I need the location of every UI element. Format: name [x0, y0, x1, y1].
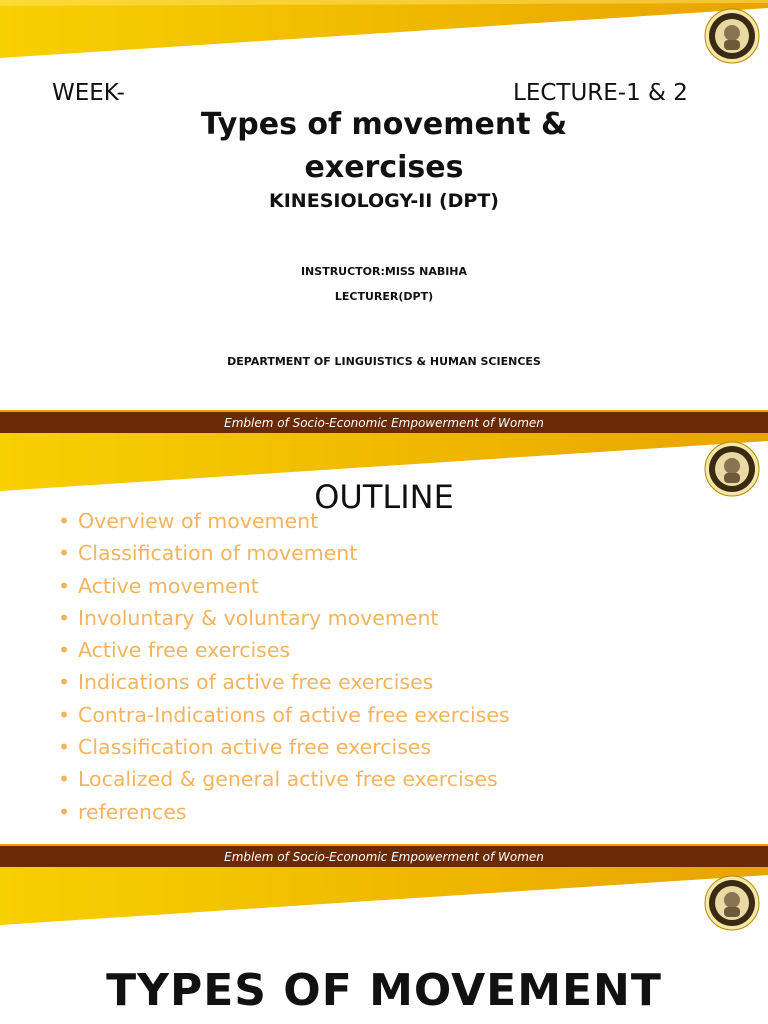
outline-heading: OUTLINE — [314, 478, 454, 516]
slide-title-line2: exercises — [304, 150, 464, 185]
course-subtitle: KINESIOLOGY-II (DPT) — [269, 190, 499, 212]
types-of-movement-heading: TYPES OF MOVEMENT — [106, 965, 662, 1016]
footer-bar — [0, 844, 768, 867]
university-seal-icon — [704, 875, 760, 931]
footer-tagline: Emblem of Socio-Economic Empowerment of Women — [224, 850, 544, 864]
footer-bar — [0, 410, 768, 433]
university-seal-icon — [704, 8, 760, 64]
list-item: • Overview of movement — [58, 505, 510, 537]
department-name: DEPARTMENT OF LINGUISTICS & HUMAN SCIENCES — [227, 355, 541, 368]
gold-banner — [0, 0, 768, 70]
footer-tagline: Emblem of Socio-Economic Empowerment of Women — [224, 416, 544, 430]
slide-title-line1: Types of movement & — [200, 107, 568, 142]
list-item: • Indications of active free exercises — [58, 666, 510, 698]
lecture-label: LECTURE-1 & 2 — [513, 80, 688, 106]
list-item: • Involuntary & voluntary movement — [58, 602, 510, 634]
gold-banner — [0, 867, 768, 937]
instructor-name: INSTRUCTOR:MISS NABIHA — [300, 265, 468, 278]
list-item: • references — [58, 796, 510, 828]
week-label: WEEK- — [52, 80, 125, 106]
list-item: • Active free exercises — [58, 634, 510, 666]
outline-list — [58, 505, 510, 828]
list-item: • Contra-Indications of active free exercises — [58, 699, 510, 731]
list-item: • Active movement — [58, 570, 510, 602]
list-item: • Classification of movement — [58, 537, 510, 569]
list-item: • Classification active free exercises — [58, 731, 510, 763]
list-item: • Localized & general active free exercises — [58, 763, 510, 795]
instructor-designation: LECTURER(DPT) — [334, 290, 434, 303]
slide-title — [0, 0, 768, 433]
